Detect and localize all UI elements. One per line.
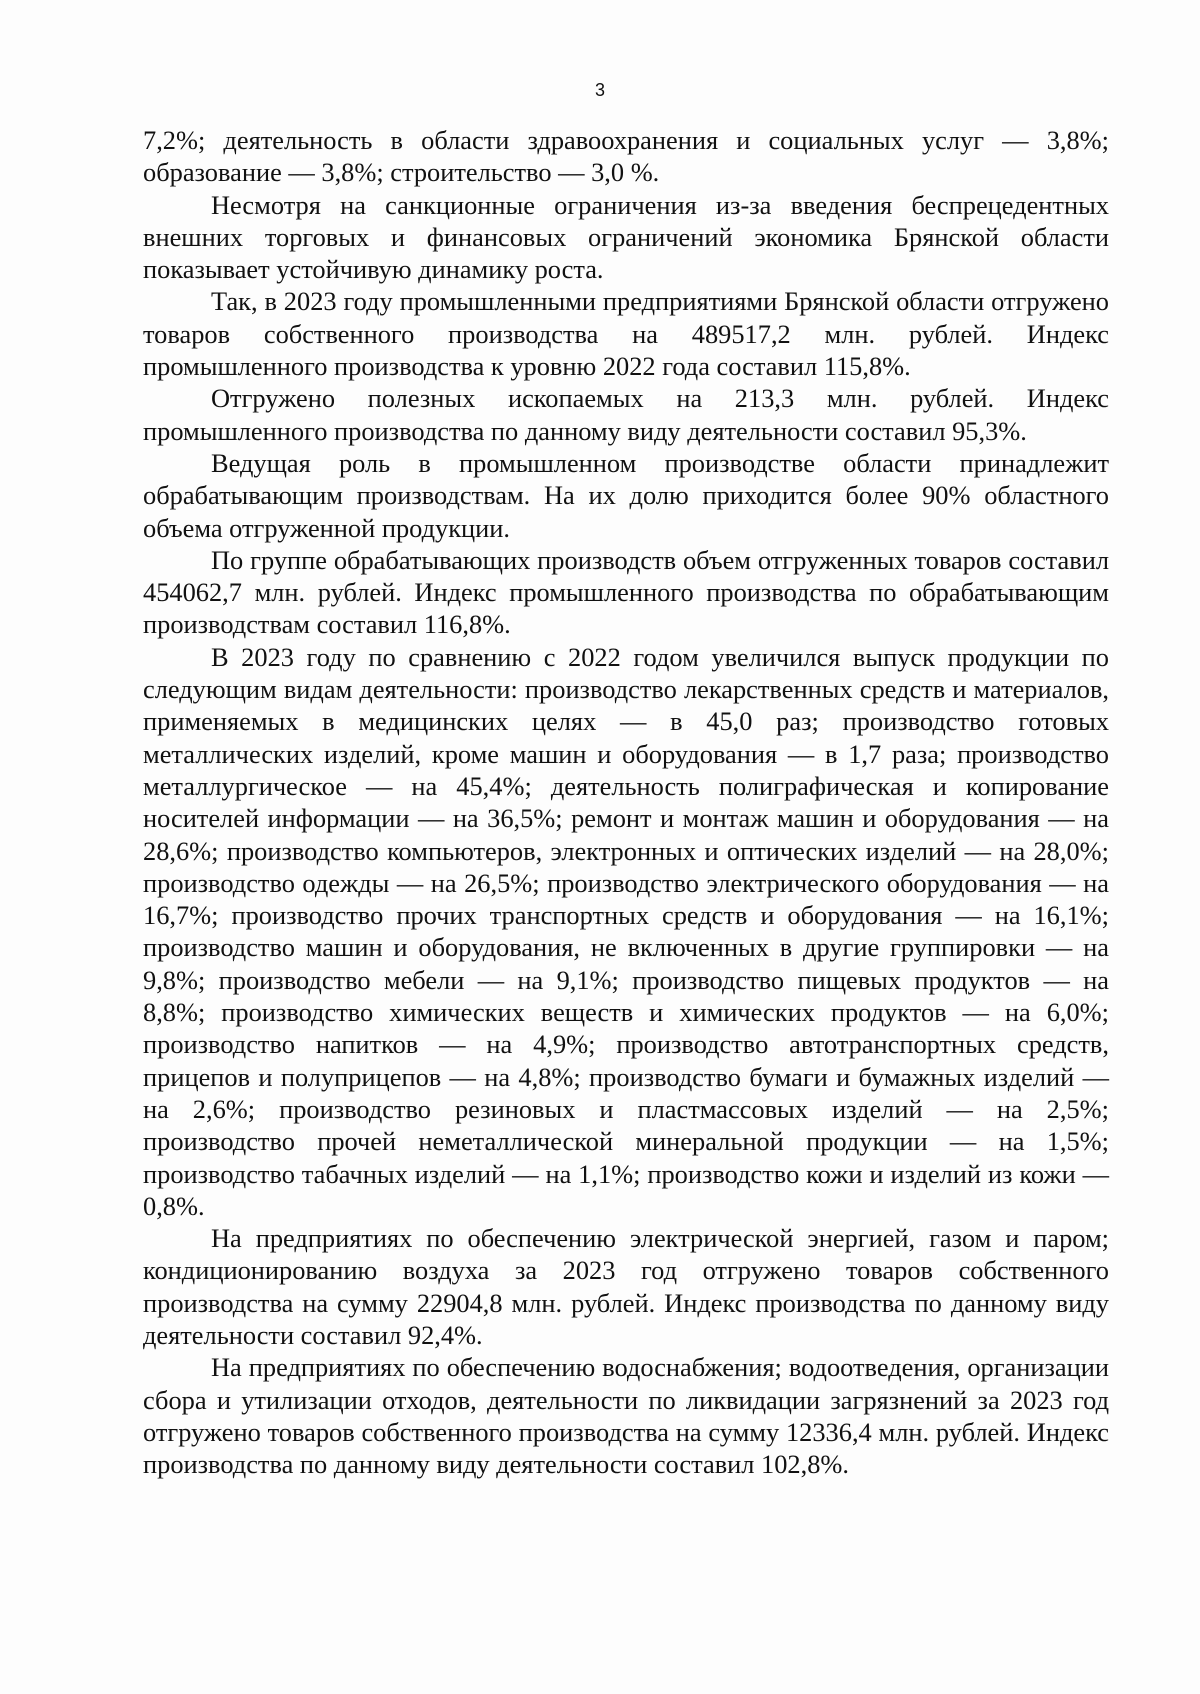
paragraph-manufacturing-volume: По группе обрабатывающих производств объем отгруженных товаров составил 454062,7 млн. рублей. Индекс промышленного производства по обрабатывающим производствам составил 116,8%.	[143, 544, 1109, 640]
paragraph-continued-sectors: 7,2%; деятельность в области здравоохранения и социальных услуг — 3,8%; образование — 3,8%; строительство — 3,0 %.	[143, 125, 1109, 188]
paragraph-energy-supply: На предприятиях по обеспечению электрической энергией, газом и паром; кондиционированию воздуха за 2023 год отгружено товаров собственного производства на сумму 22904,8 млн. рублей. Индекс производства по данному виду деятельности составил 92,4%.	[143, 1223, 1109, 1350]
paragraph-growth-by-activity: В 2023 году по сравнению с 2022 годом увеличился выпуск продукции по следующим видам деятельности: производство лекарственных средств и материалов, применяемых в медицинских целях — в 45,0 раз; производство готовых металлических изделий, кроме машин и оборудования — в 1,7 раза; производство металлургическое — на 45,4%; деятельность полиграфическая и копирование носителей информации — на 36,5%; ремонт и монтаж машин и оборудования — на 28,6%; производство компьютеров, электронных и оптических изделий — на 28,0%; производство одежды — на 26,5%; производство электрического оборудования — на 16,7%; производство прочих транспортных средств и оборудования — на 16,1%; производство машин и оборудования, не включенных в другие группировки — на 9,8%; производство мебели — на 9,1%; производство пищевых продуктов — на 8,8%; производство химических веществ и химических продуктов — на 6,0%; производство напитков — на 4,9%; производство автотранспортных средств, прицепов и полуприцепов — на 4,8%; производство бумаги и бумажных изделий — на 2,6%; производство резиновых и пластмассовых изделий — на 2,5%; производство прочей неметаллической минеральной продукции — на 1,5%; производство табачных изделий — на 1,1%; производство кожи и изделий из кожи — 0,8%.	[143, 641, 1109, 1221]
document-body	[143, 124, 1109, 1480]
paragraph-industrial-output: Так, в 2023 году промышленными предприятиями Брянской области отгружено товаров собственного производства на 489517,2 млн. рублей. Индекс промышленного производства к уровню 2022 года составил 115,8%.	[143, 286, 1109, 382]
paragraph-mining: Отгружено полезных ископаемых на 213,3 млн. рублей. Индекс промышленного производства по данному виду деятельности составил 95,3%.	[143, 383, 1109, 446]
paragraph-sanctions: Несмотря на санкционные ограничения из-за введения беспрецедентных внешних торговых и финансовых ограничений экономика Брянской области показывает устойчивую динамику роста.	[143, 189, 1109, 285]
paragraph-water-supply: На предприятиях по обеспечению водоснабжения; водоотведения, организации сбора и утилизации отходов, деятельности по ликвидации загрязнений за 2023 год отгружено товаров собственного производства на сумму 12336,4 млн. рублей. Индекс производства по данному виду деятельности составил 102,8%.	[143, 1352, 1109, 1480]
page-number: 3	[594, 80, 605, 100]
paragraph-manufacturing-role: Ведущая роль в промышленном производстве области принадлежит обрабатывающим производствам. На их долю приходится более 90% областного объема отгруженной продукции.	[143, 447, 1109, 543]
